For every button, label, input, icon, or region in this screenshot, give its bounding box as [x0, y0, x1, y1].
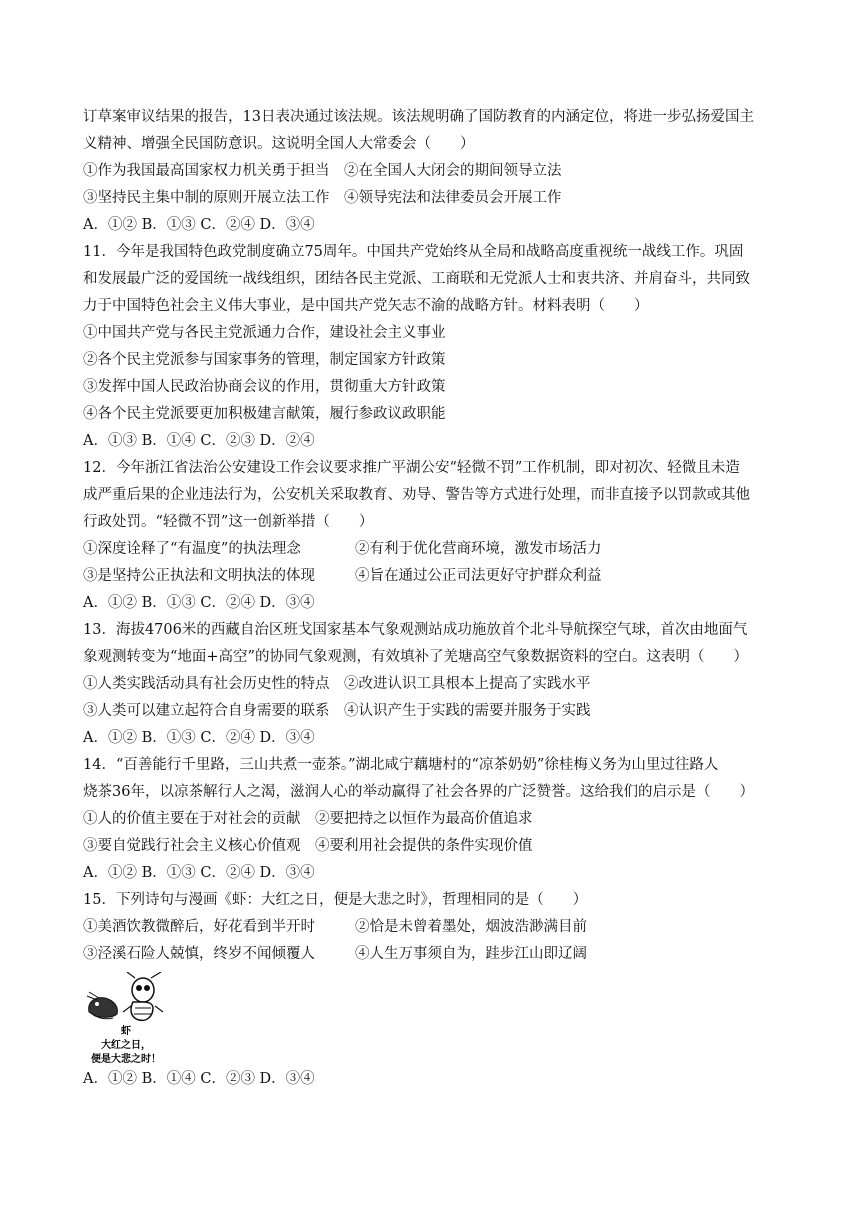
question-text-line: 成严重后果的企业违法行为，公安机关采取教育、劝导、警告等方式进行处理，而非直接予以罚款或其他: [83, 487, 750, 503]
cartoon-caption-line1: 大红之日，: [101, 1040, 151, 1051]
shrimp-cartoon-drawing: [83, 972, 169, 1064]
option-line: ④各个民主党派要更加积极建言献策，履行参政议政职能: [83, 406, 446, 422]
question-text-line: 15．下列诗句与漫画《虾：大红之日，便是大悲之时》，哲理相同的是（ ）: [83, 892, 588, 908]
shrimp-cartoon-image: [83, 972, 169, 1064]
question-text-line: 烧茶36年，以凉茶解行人之渴，滋润人心的举动赢得了社会各界的广泛赞誉。这给我们的启示是（ ）: [83, 784, 754, 800]
question-14: [83, 752, 783, 887]
option-line: ①中国共产党与各民主党派通力合作，建设社会主义事业: [83, 325, 446, 341]
question-text-line: 和发展最广泛的爱国统一战线组织，团结各民主党派、工商联和无党派人士和衷共济、并肩奋斗，共同致: [83, 271, 750, 287]
question-text-line: 14．“百善能行千里路，三山共煮一壶茶。”湖北咸宁藕塘村的“凉茶奶奶”徐桂梅义务为山里过往路人: [83, 757, 719, 773]
answer-choices: A．①② B．①③ C．②④ D．③④: [83, 595, 315, 611]
cartoon-caption-title: 虾: [121, 1026, 131, 1037]
answer-choices: A．①② B．①③ C．②④ D．③④: [83, 217, 315, 233]
question-11: [83, 239, 783, 455]
answer-choices: A．①③ B．①④ C．②③ D．②④: [83, 433, 315, 449]
question-text-line: 订草案审议结果的报告，13日表决通过该法规。该法规明确了国防教育的内涵定位，将进一步弘扬爱国主: [83, 109, 754, 125]
answer-choices: A．①② B．①③ C．②④ D．③④: [83, 730, 315, 746]
option-item: ③是坚持公正执法和文明执法的体现: [83, 568, 315, 584]
question-13: [83, 617, 783, 752]
option-item: ①美酒饮教微醉后，好花看到半开时: [83, 919, 315, 935]
option-item: ④旨在通过公正司法更好守护群众利益: [355, 568, 602, 584]
option-line: ③要自觉践行社会主义核心价值观 ④要利用社会提供的条件实现价值: [83, 838, 533, 854]
option-line: ①作为我国最高国家权力机关勇于担当 ②在全国人大闭会的期间领导立法: [83, 163, 562, 179]
option-row: [83, 563, 783, 590]
option-row: [83, 536, 783, 563]
option-item: ③泾溪石险人兢慎，终岁不闻倾覆人: [83, 946, 315, 962]
option-line: ②各个民主党派参与国家事务的管理，制定国家方针政策: [83, 352, 446, 368]
answer-choices: A．①② B．①④ C．②③ D．③④: [83, 1071, 315, 1087]
question-12: [83, 455, 783, 617]
option-row: [83, 914, 783, 941]
question-text-line: 象观测转变为“地面+高空”的协同气象观测，有效填补了羌塘高空气象数据资料的空白。这表明（ ）: [83, 649, 748, 665]
question-text-line: 12．今年浙江省法治公安建设工作会议要求推广平湖公安“轻微不罚”工作机制，即对初次、轻微且未造: [83, 460, 740, 476]
question-10-continuation: [83, 104, 783, 239]
option-line: ①人的价值主要在于对社会的贡献 ②要把持之以恒作为最高价值追求: [83, 811, 533, 827]
question-15: [83, 887, 783, 1093]
option-line: ③人类可以建立起符合自身需要的联系 ④认识产生于实践的需要并服务于实践: [83, 703, 591, 719]
option-item: ④人生万事须自为，跬步江山即辽阔: [355, 946, 587, 962]
question-text-line: 行政处罚。“轻微不罚”这一创新举措（ ）: [83, 514, 374, 530]
option-row: [83, 941, 783, 968]
question-text-line: 力于中国特色社会主义伟大事业，是中国共产党矢志不渝的战略方针。材料表明（ ）: [83, 298, 649, 314]
question-text-line: 义精神、增强全民国防意识。这说明全国人大常委会（ ）: [83, 136, 475, 152]
option-line: ③发挥中国人民政治协商会议的作用，贯彻重大方针政策: [83, 379, 446, 395]
cartoon-caption-line2: 便是大悲之时！: [91, 1054, 161, 1064]
option-item: ②恰是未曾着墨处，烟波浩渺满目前: [355, 919, 587, 935]
exam-content: [83, 104, 783, 1093]
answer-choices: A．①② B．①③ C．②④ D．③④: [83, 865, 315, 881]
option-item: ②有利于优化营商环境，激发市场活力: [355, 541, 602, 557]
option-item: ①深度诠释了“有温度”的执法理念: [83, 541, 301, 557]
option-line: ①人类实践活动具有社会历史性的特点 ②改进认识工具根本上提高了实践水平: [83, 676, 591, 692]
question-text-line: 11．今年是我国特色政党制度确立75周年。中国共产党始终从全局和战略高度重视统一战线工作。巩固: [83, 244, 744, 260]
option-line: ③坚持民主集中制的原则开展立法工作 ④领导宪法和法律委员会开展工作: [83, 190, 562, 206]
question-text-line: 13．海拔4706米的西藏自治区班戈国家基本气象观测站成功施放首个北斗导航探空气球，首次由地面气: [83, 622, 748, 638]
